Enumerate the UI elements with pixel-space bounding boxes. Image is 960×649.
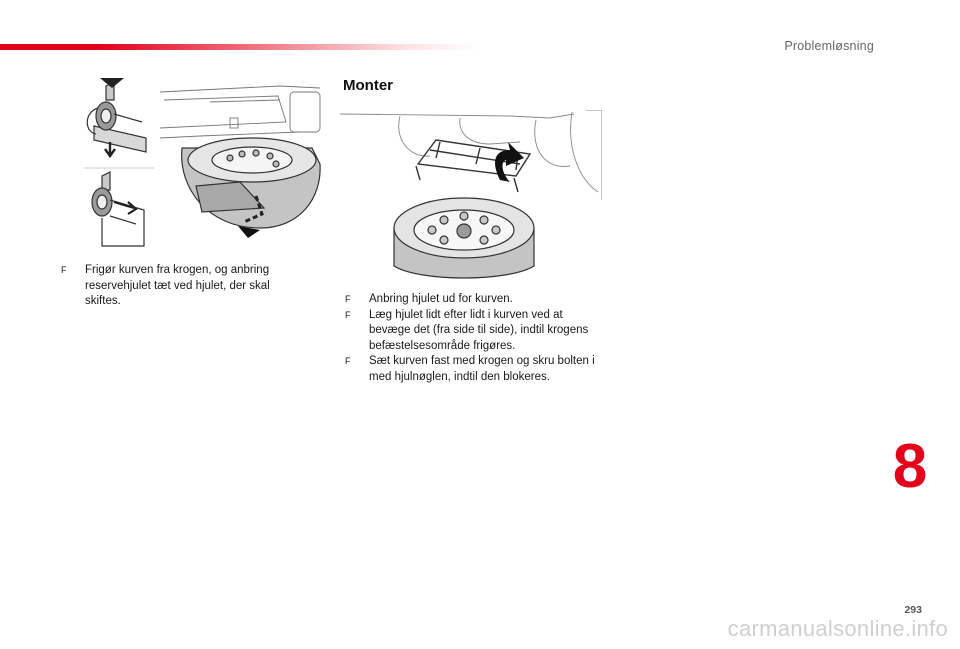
header-accent-bar: [0, 44, 480, 50]
hook-release-illustration: [84, 78, 154, 248]
list-item: [344, 354, 606, 385]
list-item-text: Frigør kurven fra krogen, og anbring reservehjulet tæt ved hjulet, der skal skiftes.: [85, 264, 270, 307]
list-item-text: Læg hjulet lidt efter lidt i kurven ved at bevæge det (fra side til side), indtil krogens befæstelsesområde frigøres.: [369, 308, 589, 352]
bullet-marker: F: [345, 309, 351, 320]
bullet-marker: F: [61, 265, 67, 275]
chapter-number: 8: [892, 432, 928, 501]
list-item: [344, 292, 606, 308]
right-instructions: [344, 292, 606, 385]
section-title: Problemløsning: [784, 39, 874, 53]
list-item-text: Sæt kurven fast med krogen og skru bolten i med hjulnøglen, indtil den blokeres.: [369, 355, 595, 383]
basket-lowering-illustration: [160, 78, 324, 243]
bullet-marker: F: [345, 294, 351, 304]
list-item: [344, 308, 606, 355]
bullet-marker: F: [345, 356, 351, 366]
watermark: carmanualsonline.info: [727, 616, 948, 641]
wheel-install-illustration: [340, 110, 602, 280]
left-instructions: [60, 263, 300, 310]
list-item-text: Anbring hjulet ud for kurven.: [369, 293, 513, 305]
page-number: 293: [904, 604, 922, 616]
list-item: [60, 263, 300, 310]
section-heading: Monter: [343, 77, 393, 94]
